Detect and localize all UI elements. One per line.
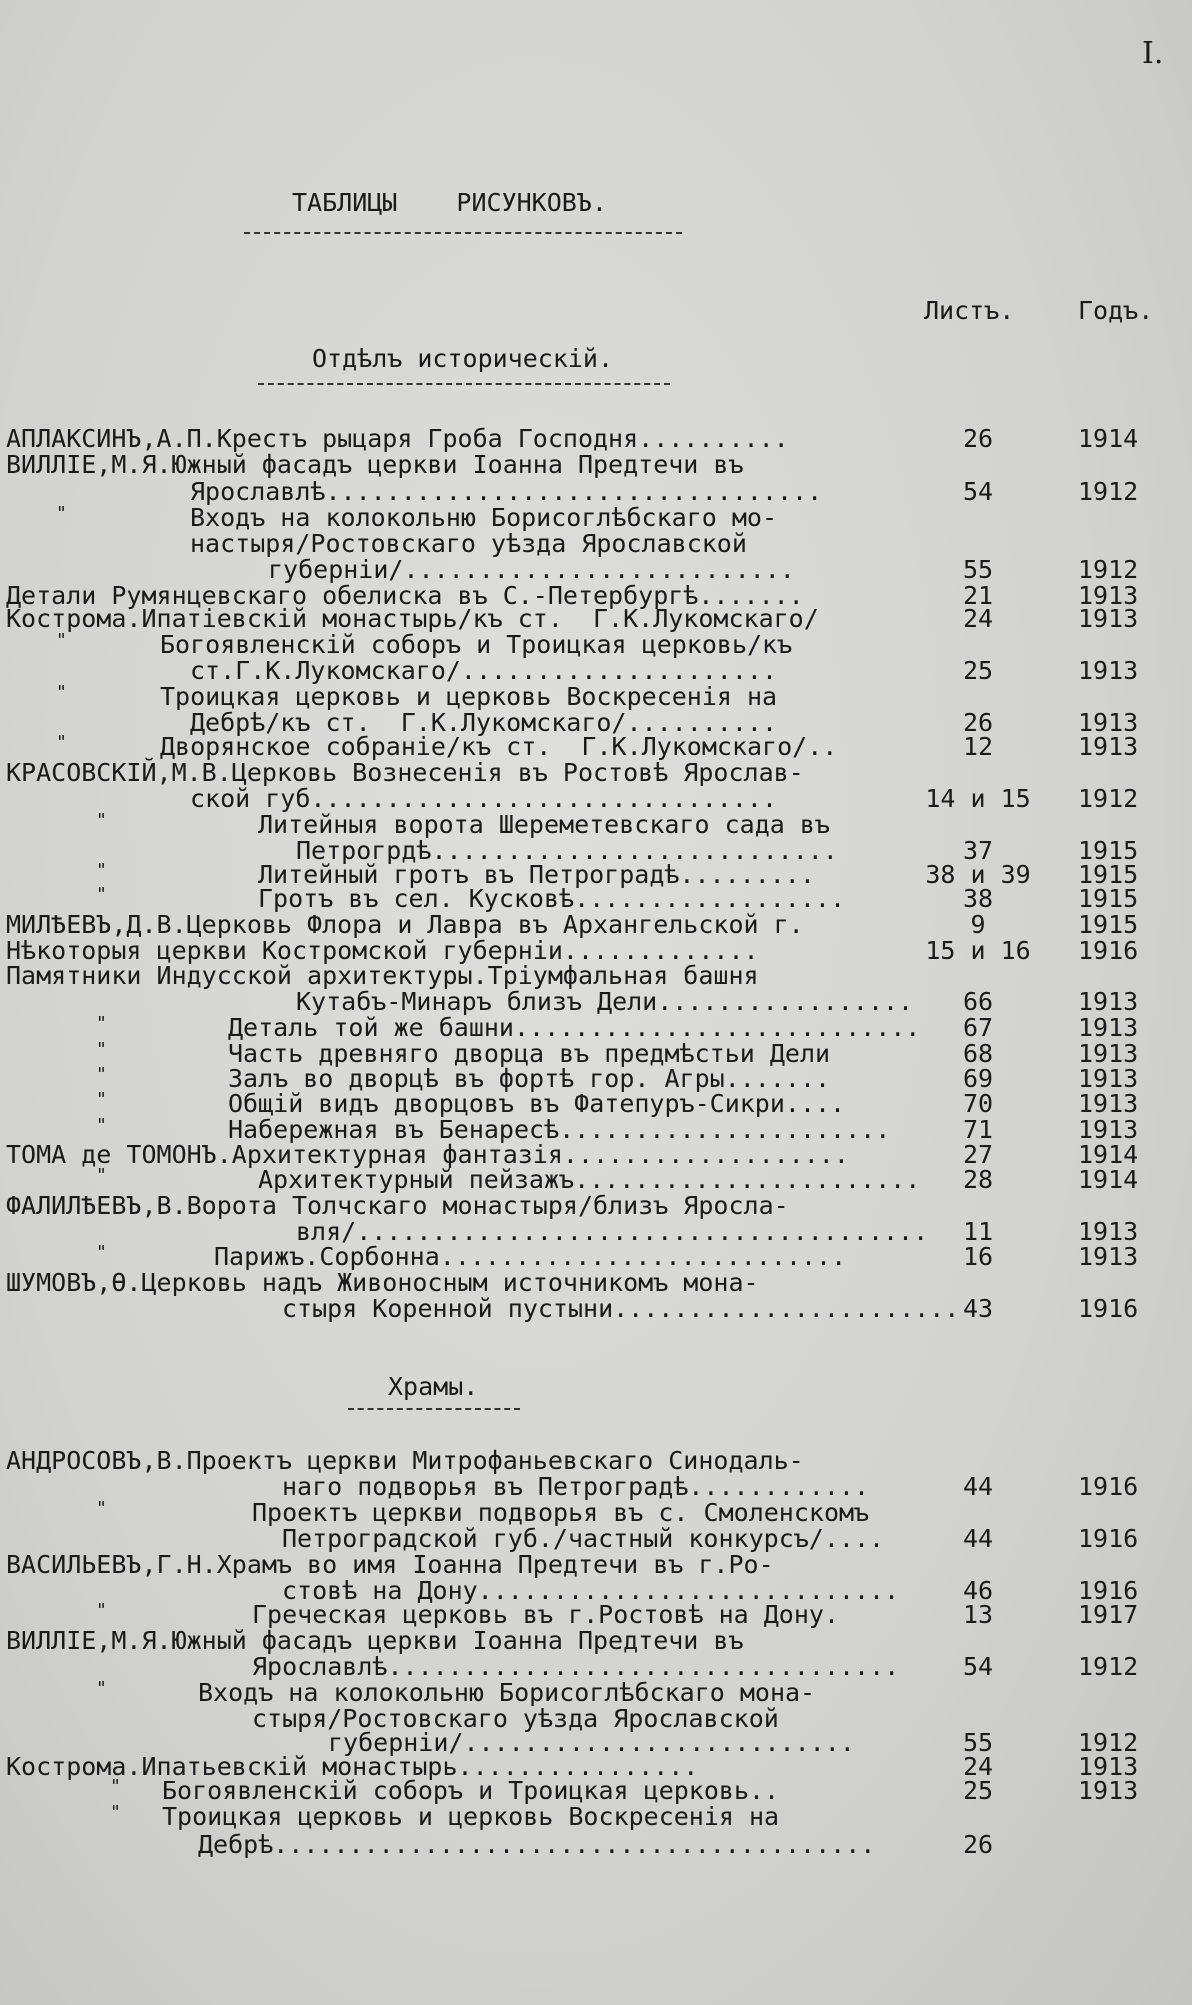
entry-year: 1916	[1078, 1576, 1139, 1605]
section-underline-temples	[348, 1408, 520, 1410]
entry-sheet: 15 и 16	[925, 936, 1031, 965]
entry-sheet: 67	[962, 1013, 994, 1042]
entry-text: наго подворья въ Петроградѣ............	[282, 1472, 869, 1501]
entry-year: 1914	[1078, 1140, 1139, 1169]
list-item	[0, 884, 1192, 913]
entry-year: 1915	[1078, 860, 1139, 889]
entry-text: КРАСОВСКIЙ,М.В.Церковь Вознесенiя въ Ростовѣ Ярослав-	[6, 758, 804, 787]
list-item	[0, 1752, 1192, 1781]
entry-year: 1915	[1078, 910, 1139, 939]
entry-sheet: 13	[962, 1600, 994, 1629]
ditto-mark: "	[96, 884, 107, 905]
ditto-mark: "	[56, 682, 67, 703]
list-item	[0, 1242, 1192, 1271]
list-item	[0, 1576, 1192, 1605]
list-item	[0, 936, 1192, 965]
list-item	[0, 477, 1192, 506]
entry-text: Кутабъ-Минаръ близъ Дели.................	[296, 987, 914, 1016]
ditto-mark: "	[96, 860, 107, 881]
list-item	[0, 1776, 1192, 1805]
entry-year: 1912	[1078, 784, 1139, 813]
ditto-mark: "	[96, 1039, 107, 1060]
entry-text: настыря/Ростовскаго уѣзда Ярославской	[190, 529, 747, 558]
entry-year: 1917	[1078, 1600, 1139, 1629]
entry-text: Входъ на колокольню Борисоглѣбскаго мона-	[198, 1678, 816, 1707]
list-item	[0, 836, 1192, 865]
list-item	[0, 1626, 1192, 1655]
list-item	[0, 450, 1192, 479]
list-item	[0, 758, 1192, 787]
entry-text: Ярославлѣ.................................	[190, 477, 823, 506]
list-item	[0, 1268, 1192, 1297]
entry-year: 1913	[1078, 1039, 1139, 1068]
entry-text: ВИЛЛIЕ,М.Я.Южный фасадъ церкви Iоанна Предтечи въ	[6, 1626, 744, 1655]
entry-text: Дебрѣ/къ ст. Г.К.Лукомскаго/..........	[190, 708, 777, 737]
list-item	[0, 860, 1192, 889]
list-item	[0, 1704, 1192, 1733]
ditto-mark: "	[110, 1802, 121, 1823]
ditto-mark: "	[96, 1678, 107, 1699]
list-item	[0, 630, 1192, 659]
section-heading-temples: Храмы.	[388, 1372, 479, 1401]
entry-text: Залъ во дворцѣ въ фортѣ гор. Агры.......	[228, 1064, 831, 1093]
entry-year: 1912	[1078, 1652, 1139, 1681]
entry-text: Памятники Индусской архитектуры.Трiумфальная башня	[6, 961, 759, 990]
list-item	[0, 503, 1192, 532]
entry-sheet: 12	[962, 732, 994, 761]
ditto-mark: "	[96, 1498, 107, 1519]
entry-text: губернiи/..........................	[268, 555, 795, 584]
entry-text: Богоявленскiй соборъ и Троицкая церковь..	[162, 1776, 780, 1805]
entry-sheet: 38 и 39	[925, 860, 1031, 889]
entry-sheet: 28	[962, 1165, 994, 1194]
entry-text: стыря Коренной пустыни.......................	[282, 1294, 960, 1323]
section-underline-historical	[258, 383, 670, 385]
entry-year: 1912	[1078, 477, 1139, 506]
entry-text: АНДРОСОВЪ,В.Проектъ церкви Митрофаньевскаго Синодаль-	[6, 1446, 804, 1475]
entry-text: Петроградской губ./частный конкурсъ/....	[282, 1524, 885, 1553]
entry-year: 1916	[1078, 1524, 1139, 1553]
list-item	[0, 656, 1192, 685]
entry-text: Дебрѣ........................................	[198, 1830, 876, 1859]
entry-text: Литейный гротъ въ Петроградѣ.........	[258, 860, 815, 889]
entry-sheet: 25	[962, 1776, 994, 1805]
list-item	[0, 424, 1192, 453]
list-item	[0, 1550, 1192, 1579]
entry-text: Греческая церковь въ г.Ростовѣ на Дону.	[252, 1600, 839, 1629]
list-item	[0, 1140, 1192, 1169]
list-item	[0, 784, 1192, 813]
entry-sheet: 66	[962, 987, 994, 1016]
list-item	[0, 1064, 1192, 1093]
entry-sheet: 71	[962, 1115, 994, 1144]
entry-year: 1912	[1078, 555, 1139, 584]
entry-sheet: 55	[962, 1728, 994, 1757]
entry-year: 1913	[1078, 1217, 1139, 1246]
entry-text: Общiй видъ дворцовъ въ Фатепуръ-Сикри....	[228, 1089, 846, 1118]
entry-year: 1913	[1078, 1752, 1139, 1781]
entry-text: ШУМОВЪ,Ѳ.Церковь надъ Живоносным источникомъ мона-	[6, 1268, 759, 1297]
entry-sheet: 26	[962, 424, 994, 453]
list-item	[0, 1294, 1192, 1323]
ditto-mark: "	[96, 810, 107, 831]
list-item	[0, 1217, 1192, 1246]
entry-text: Ярославлѣ..................................	[252, 1652, 900, 1681]
entry-text: МИЛѢЕВЪ,Д.В.Церковь Флора и Лавра въ Архангельской г.	[6, 910, 804, 939]
entry-sheet: 26	[962, 1830, 994, 1859]
entry-text: ВИЛЛIЕ,М.Я.Южный фасадъ церкви Iоанна Предтечи въ	[6, 450, 744, 479]
ditto-mark: "	[96, 1165, 107, 1186]
entry-text: ст.Г.К.Лукомскаго/.....................	[190, 656, 777, 685]
entry-year: 1915	[1078, 884, 1139, 913]
list-item	[0, 1115, 1192, 1144]
entry-sheet: 26	[962, 708, 994, 737]
list-item	[0, 1165, 1192, 1194]
entry-text: Деталь той же башни...........................	[228, 1013, 921, 1042]
entry-year: 1913	[1078, 656, 1139, 685]
entry-sheet: 43	[962, 1294, 994, 1323]
entry-text: Гротъ въ сел. Кусковѣ..................	[258, 884, 845, 913]
entry-text: Входъ на колокольню Борисоглѣбскаго мо-	[190, 503, 777, 532]
entry-year: 1913	[1078, 581, 1139, 610]
entry-sheet: 38	[962, 884, 994, 913]
list-item	[0, 1472, 1192, 1501]
ditto-mark: "	[56, 630, 67, 651]
entry-sheet: 55	[962, 555, 994, 584]
entry-year: 1916	[1078, 1294, 1139, 1323]
list-item	[0, 732, 1192, 761]
entry-sheet: 70	[962, 1089, 994, 1118]
entry-text: Богоявленскiй соборъ и Троицкая церковь/къ	[160, 630, 793, 659]
entry-text: ской губ...............................	[190, 784, 777, 813]
entry-text: Проектъ церкви подворья въ с. Смоленскомъ	[252, 1498, 870, 1527]
ditto-mark: "	[96, 1600, 107, 1621]
list-item	[0, 1652, 1192, 1681]
list-item	[0, 910, 1192, 939]
entry-sheet: 25	[962, 656, 994, 685]
entry-text: Троицкая церковь и церковь Воскресенiя на	[162, 1802, 780, 1831]
entry-sheet: 68	[962, 1039, 994, 1068]
page-title: ТАБЛИЦЫ РИСУНКОВЪ.	[292, 188, 607, 217]
list-item	[0, 1446, 1192, 1475]
list-item	[0, 1191, 1192, 1220]
ditto-mark: "	[56, 503, 67, 524]
entry-text: ТОМА де ТОМОНЪ.Архитектурная фантазiя...................	[6, 1140, 849, 1169]
list-item	[0, 555, 1192, 584]
entry-sheet: 46	[962, 1576, 994, 1605]
entry-text: АПЛАКСИНЪ,А.П.Крестъ рыцаря Гроба Господня..........	[6, 424, 789, 453]
entry-year: 1914	[1078, 1165, 1139, 1194]
list-item	[0, 1013, 1192, 1042]
entry-text: Набережная въ Бенаресѣ......................	[228, 1115, 891, 1144]
entry-sheet: 21	[962, 581, 994, 610]
entry-year: 1913	[1078, 1776, 1139, 1805]
ditto-mark: "	[56, 732, 67, 753]
entry-text: ФАЛИЛѢЕВЪ,В.Ворота Толчскаго монастыря/близъ Яросла-	[6, 1191, 789, 1220]
entry-year: 1914	[1078, 424, 1139, 453]
entry-sheet: 44	[962, 1524, 994, 1553]
entry-text: Архитектурный пейзажъ.......................	[258, 1165, 921, 1194]
entry-sheet: 24	[962, 1752, 994, 1781]
entry-text: губернiи/..........................	[328, 1728, 855, 1757]
entry-sheet: 69	[962, 1064, 994, 1093]
list-item	[0, 1728, 1192, 1757]
entry-text: ВАСИЛЬЕВЪ,Г.Н.Храмъ во имя Iоанна Предтечи въ г.Ро-	[6, 1550, 774, 1579]
entry-text: Парижъ.Сорбонна...........................	[214, 1242, 847, 1271]
entry-year: 1912	[1078, 1728, 1139, 1757]
entry-year: 1913	[1078, 1242, 1139, 1271]
ditto-mark: "	[96, 1242, 107, 1263]
list-item	[0, 1600, 1192, 1629]
entry-year: 1913	[1078, 604, 1139, 633]
entry-sheet: 14 и 15	[925, 784, 1031, 813]
list-item	[0, 1039, 1192, 1068]
entry-text: стыря/Ростовскаго уѣзда Ярославской	[252, 1704, 779, 1733]
ditto-mark: "	[96, 1089, 107, 1110]
entry-sheet: 54	[962, 477, 994, 506]
entry-text: стовѣ на Дону............................	[282, 1576, 900, 1605]
entry-sheet: 54	[962, 1652, 994, 1681]
title-underline	[244, 232, 682, 234]
entry-text: Детали Румянцевскаго обелиска въ С.-Петербургѣ.......	[6, 581, 804, 610]
entry-year: 1916	[1078, 1472, 1139, 1501]
section-heading-historical: Отдѣлъ историческій.	[312, 344, 614, 373]
column-header-year: Годъ.	[1078, 296, 1154, 325]
entry-sheet: 24	[962, 604, 994, 633]
entry-sheet: 16	[962, 1242, 994, 1271]
page-number: I.	[1142, 36, 1164, 71]
entry-year: 1916	[1078, 936, 1139, 965]
entry-year: 1913	[1078, 708, 1139, 737]
column-header-sheet: Листъ.	[924, 296, 1015, 325]
entry-year: 1913	[1078, 1089, 1139, 1118]
list-item	[0, 529, 1192, 558]
entry-text: Часть древняго дворца въ предмѣстьи Дели	[228, 1039, 831, 1068]
list-item	[0, 987, 1192, 1016]
entry-text: Петрогрдѣ...........................	[296, 836, 838, 865]
entry-text: Троицкая церковь и церковь Воскресенiя на	[160, 682, 778, 711]
entry-text: Литейныя ворота Шереметевскаго сада въ	[258, 810, 830, 839]
entry-year: 1913	[1078, 1115, 1139, 1144]
entry-year: 1913	[1078, 987, 1139, 1016]
entry-text: Кострома.Ипатьевскiй монастырь................	[6, 1752, 699, 1781]
entry-year: 1913	[1078, 732, 1139, 761]
entry-sheet: 44	[962, 1472, 994, 1501]
list-item	[0, 682, 1192, 711]
entry-sheet: 11	[962, 1217, 994, 1246]
list-item	[0, 1498, 1192, 1527]
entry-sheet: 37	[962, 836, 994, 865]
entry-year: 1913	[1078, 1013, 1139, 1042]
entry-sheet: 9	[970, 910, 986, 939]
entry-text: Нѣкоторыя церкви Костромской губернiи.............	[6, 936, 759, 965]
entry-year: 1913	[1078, 1064, 1139, 1093]
ditto-mark: "	[96, 1064, 107, 1085]
ditto-mark: "	[110, 1776, 121, 1797]
entry-sheet: 27	[962, 1140, 994, 1169]
entry-year: 1915	[1078, 836, 1139, 865]
list-item	[0, 604, 1192, 633]
ditto-mark: "	[96, 1013, 107, 1034]
list-item	[0, 1830, 1192, 1859]
ditto-mark: "	[96, 1115, 107, 1136]
entry-text: Кострома.Ипатiевскiй монастырь/къ ст. Г.К.Лукомскаго/	[6, 604, 819, 633]
entry-text: Дворянское собранiе/къ ст. Г.К.Лукомскаго/..	[160, 732, 838, 761]
list-item	[0, 1524, 1192, 1553]
entry-text: вля/......................................	[296, 1217, 929, 1246]
list-item	[0, 1678, 1192, 1707]
list-item	[0, 810, 1192, 839]
list-item	[0, 1802, 1192, 1831]
list-item	[0, 708, 1192, 737]
list-item	[0, 1089, 1192, 1118]
list-item	[0, 961, 1192, 990]
